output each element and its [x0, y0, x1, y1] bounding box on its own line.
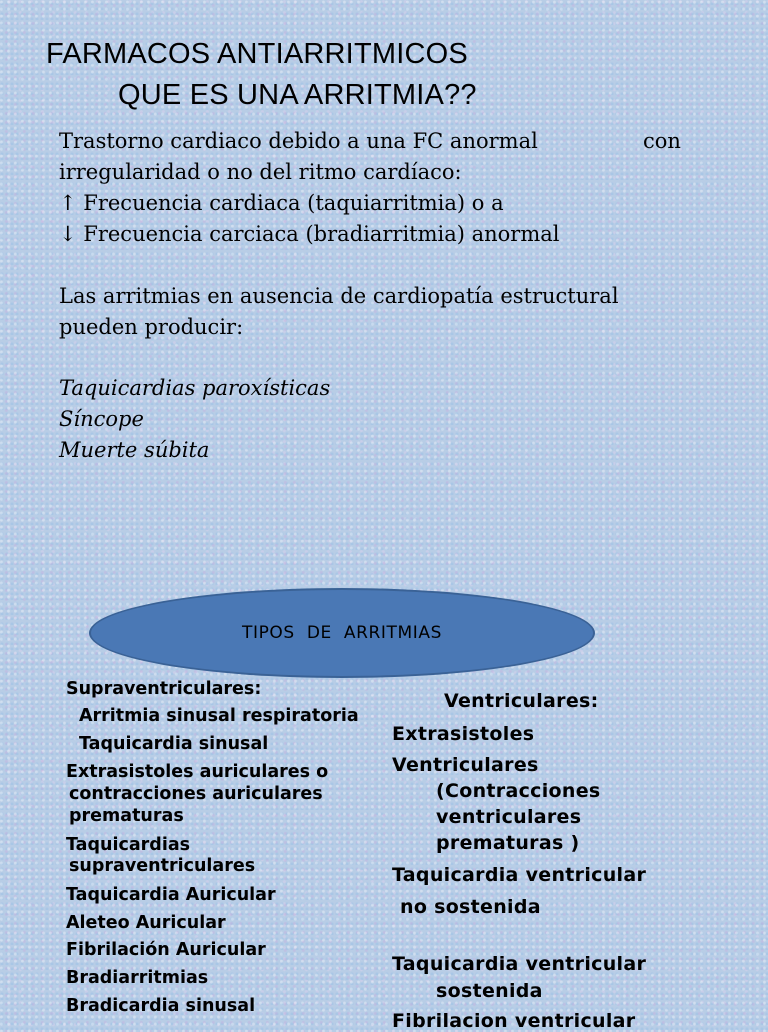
- ventricular-item: no sostenida: [400, 896, 541, 918]
- supraventricular-item: supraventriculares: [69, 856, 256, 876]
- page-title-line2: QUE ES UNA ARRITMIA??: [118, 79, 477, 111]
- types-ellipse: [89, 588, 595, 678]
- supraventricular-item: Taquicardia sinusal: [79, 734, 269, 754]
- consequence-item: Síncope: [59, 407, 144, 431]
- ventricular-item: Taquicardia ventricular: [392, 953, 647, 975]
- definition-line-1-end: con: [643, 129, 681, 153]
- page-title-line1: FARMACOS ANTIARRITMICOS: [46, 38, 468, 70]
- definition-line-2: irregularidad o no del ritmo cardíaco:: [59, 160, 462, 184]
- supraventricular-item: Bradicardia sinusal: [66, 996, 256, 1016]
- supraventricular-item: Taquicardias: [66, 835, 191, 855]
- consequence-item: Muerte súbita: [59, 438, 210, 462]
- supraventricular-item: prematuras: [69, 806, 184, 826]
- consequences-line-2: pueden producir:: [59, 315, 244, 339]
- supraventricular-heading: Supraventriculares:: [66, 679, 262, 699]
- definition-line-4: ↓ Frecuencia carciaca (bradiarritmia) anormal: [59, 222, 560, 246]
- ventricular-item: prematuras ): [436, 832, 580, 854]
- supraventricular-item: Fibrilación Auricular: [66, 940, 266, 960]
- types-label: TIPOS DE ARRITMIAS: [241, 623, 443, 643]
- supraventricular-item: Extrasistoles auriculares o: [66, 762, 329, 782]
- ventricular-item: (Contracciones: [436, 780, 601, 802]
- supraventricular-item: Arritmia sinusal respiratoria: [79, 706, 359, 726]
- supraventricular-item: Taquicardia Auricular: [66, 885, 276, 905]
- definition-line-3: ↑ Frecuencia cardiaca (taquiarritmia) o a: [59, 191, 504, 215]
- ventricular-heading: Ventriculares:: [444, 690, 599, 712]
- definition-line-1: Trastorno cardiaco debido a una FC anormal: [59, 129, 538, 153]
- supraventricular-item: contracciones auriculares: [69, 784, 323, 804]
- ventricular-item: Taquicardia ventricular: [392, 864, 647, 886]
- supraventricular-item: Aleteo Auricular: [66, 913, 226, 933]
- supraventricular-item: Bradiarritmias: [66, 968, 209, 988]
- ventricular-item: sostenida: [436, 980, 543, 1002]
- ventricular-item: Extrasistoles: [392, 723, 535, 745]
- ventricular-item: Ventriculares: [392, 754, 539, 776]
- ventricular-item: Fibrilacion ventricular: [392, 1010, 636, 1032]
- consequences-line-1: Las arritmias en ausencia de cardiopatía estructural: [59, 284, 619, 308]
- ventricular-item: ventriculares: [436, 806, 582, 828]
- consequence-item: Taquicardias paroxísticas: [59, 376, 331, 400]
